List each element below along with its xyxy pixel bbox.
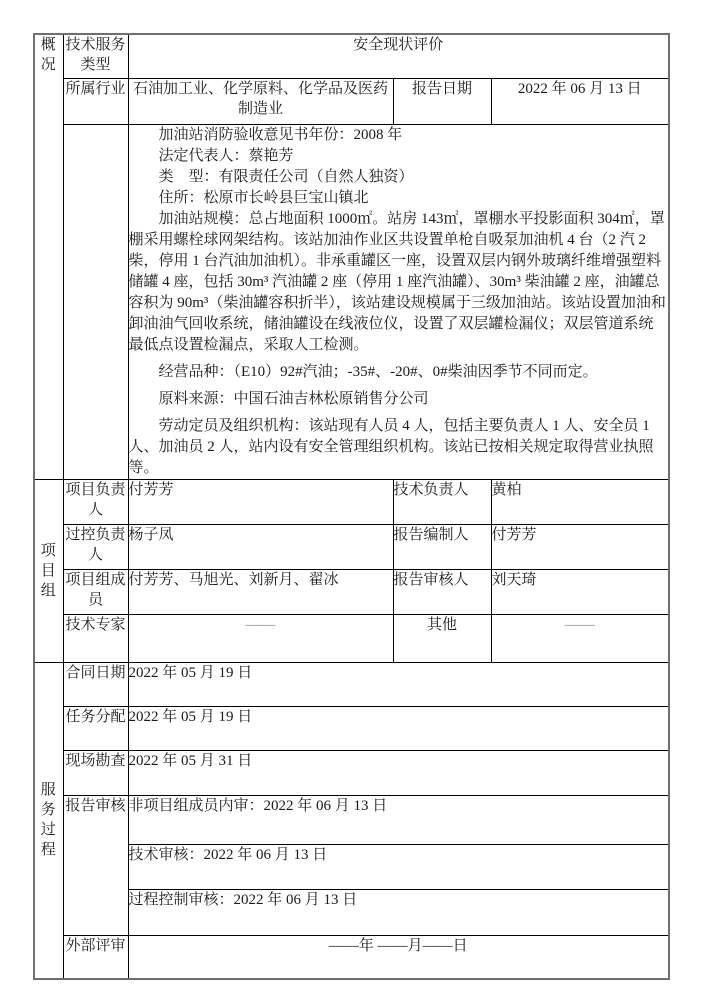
internal-review-value: 非项目组成员内审：2022 年 06 月 13 日 — [128, 795, 669, 844]
table-row — [34, 78, 669, 124]
tech-leader-value: 黄柏 — [491, 479, 669, 524]
table-row — [34, 750, 669, 795]
industry-label: 所属行业 — [63, 78, 128, 124]
report-date-value: 2022 年 06 月 13 日 — [491, 78, 669, 124]
other-value: —— — [491, 614, 669, 662]
report-review-label: 报告审核 — [63, 795, 128, 935]
detail-paragraph: 法定代表人：蔡艳芳 — [158, 147, 294, 164]
technical-review-value: 技术审核：2022 年 06 月 13 日 — [128, 844, 669, 889]
process-control-value: 杨子凤 — [128, 524, 393, 569]
service-type-value: 安全现状评价 — [128, 34, 669, 78]
table-row — [34, 524, 669, 569]
table-row — [34, 479, 669, 524]
empty-cell — [63, 124, 128, 479]
report-date-label: 报告日期 — [393, 78, 491, 124]
table-row — [34, 889, 669, 935]
table-row — [34, 34, 669, 78]
table-row — [34, 614, 669, 662]
project-leader-value: 付芳芳 — [128, 479, 393, 524]
overview-details-text — [129, 125, 669, 479]
detail-paragraph: 类 型：有限责任公司（自然人独资） — [158, 168, 414, 185]
report-writer-value: 付芳芳 — [491, 524, 669, 569]
detail-paragraph: 经营品种：（E10）92#汽油；-35#、-20#、0#柴油因季节不同而定。 — [158, 363, 598, 380]
detail-paragraph: 劳动定员及组织机构：该站现有人员 4 人，包括主要负责人 1 人、安全员 1 人、加油员 2 人，站内设有安全管理组织机构。该站已按相关规定取得营业执照等。 — [128, 417, 654, 476]
tech-expert-value: —— — [128, 614, 393, 662]
process-control-review-value: 过程控制审核：2022 年 06 月 13 日 — [128, 889, 669, 935]
task-assignment-label: 任务分配 — [63, 706, 128, 750]
table-row — [34, 844, 669, 889]
report-writer-label: 报告编制人 — [393, 524, 491, 569]
service-type-label: 技术服务类型 — [63, 34, 128, 78]
detail-paragraph: 加油站规模：总占地面积 1000㎡。站房 143㎡，罩棚水平投影面积 304㎡，罩棚采用螺栓球网架结构。该站加油作业区共设置单枪自吸泵加油机 4 台（2 汽 2 柴，停用 1 台汽油加油机）。非承重罐区一座，设置双层内钢外玻璃纤维增强塑料储罐 4 座，包括 30m³ 汽油罐 2 座（停用 1 座汽油罐）、30m³ 柴油罐 2 座，油罐总容积为 90m³（柴油罐容积折半），该站建设规模属于三级加油站。该站设置加油和卸油油气回收系统，储油罐设在线液位仪，设置了双层罐检漏仪；双层管道系统最低点设置检漏点，采取人工检测。 — [128, 210, 666, 353]
project-leader-label: 项目负责人 — [63, 479, 128, 524]
contract-date-label: 合同日期 — [63, 662, 128, 706]
table-row — [34, 935, 669, 979]
tech-expert-label: 技术专家 — [63, 614, 128, 662]
table-row — [34, 662, 669, 706]
detail-paragraph: 原料来源：中国石油吉林松原销售分公司 — [158, 390, 429, 407]
report-summary-table — [33, 33, 670, 980]
industry-value: 石油加工业、化学原料、化学品及医药制造业 — [128, 78, 393, 124]
report-reviewer-label: 报告审核人 — [393, 569, 491, 614]
team-members-value: 付芳芳、马旭光、刘新月、翟冰 — [128, 569, 393, 614]
external-review-label: 外部评审 — [63, 935, 128, 979]
external-review-value: ——年 ——月——日 — [128, 935, 669, 979]
process-control-label: 过控负责人 — [63, 524, 128, 569]
table-row — [34, 124, 669, 479]
detail-paragraph: 加油站消防验收意见书年份：2008 年 — [158, 126, 403, 143]
tech-leader-label: 技术负责人 — [393, 479, 491, 524]
table-row — [34, 706, 669, 750]
site-survey-value: 2022 年 05 月 31 日 — [128, 750, 669, 795]
section-label-service-process: 服务过程 — [34, 662, 63, 979]
site-survey-label: 现场勘查 — [63, 750, 128, 795]
detail-paragraph: 住所：松原市长岭县巨宝山镇北 — [158, 189, 369, 206]
table-row — [34, 795, 669, 844]
other-label: 其他 — [393, 614, 491, 662]
section-label-project-team: 项目组 — [34, 479, 63, 662]
overview-details — [128, 124, 669, 479]
table-row — [34, 569, 669, 614]
contract-date-value: 2022 年 05 月 19 日 — [128, 662, 669, 706]
team-members-label: 项目组成员 — [63, 569, 128, 614]
section-label-overview: 概况 — [34, 34, 63, 479]
task-assignment-value: 2022 年 05 月 19 日 — [128, 706, 669, 750]
report-reviewer-value: 刘天琦 — [491, 569, 669, 614]
